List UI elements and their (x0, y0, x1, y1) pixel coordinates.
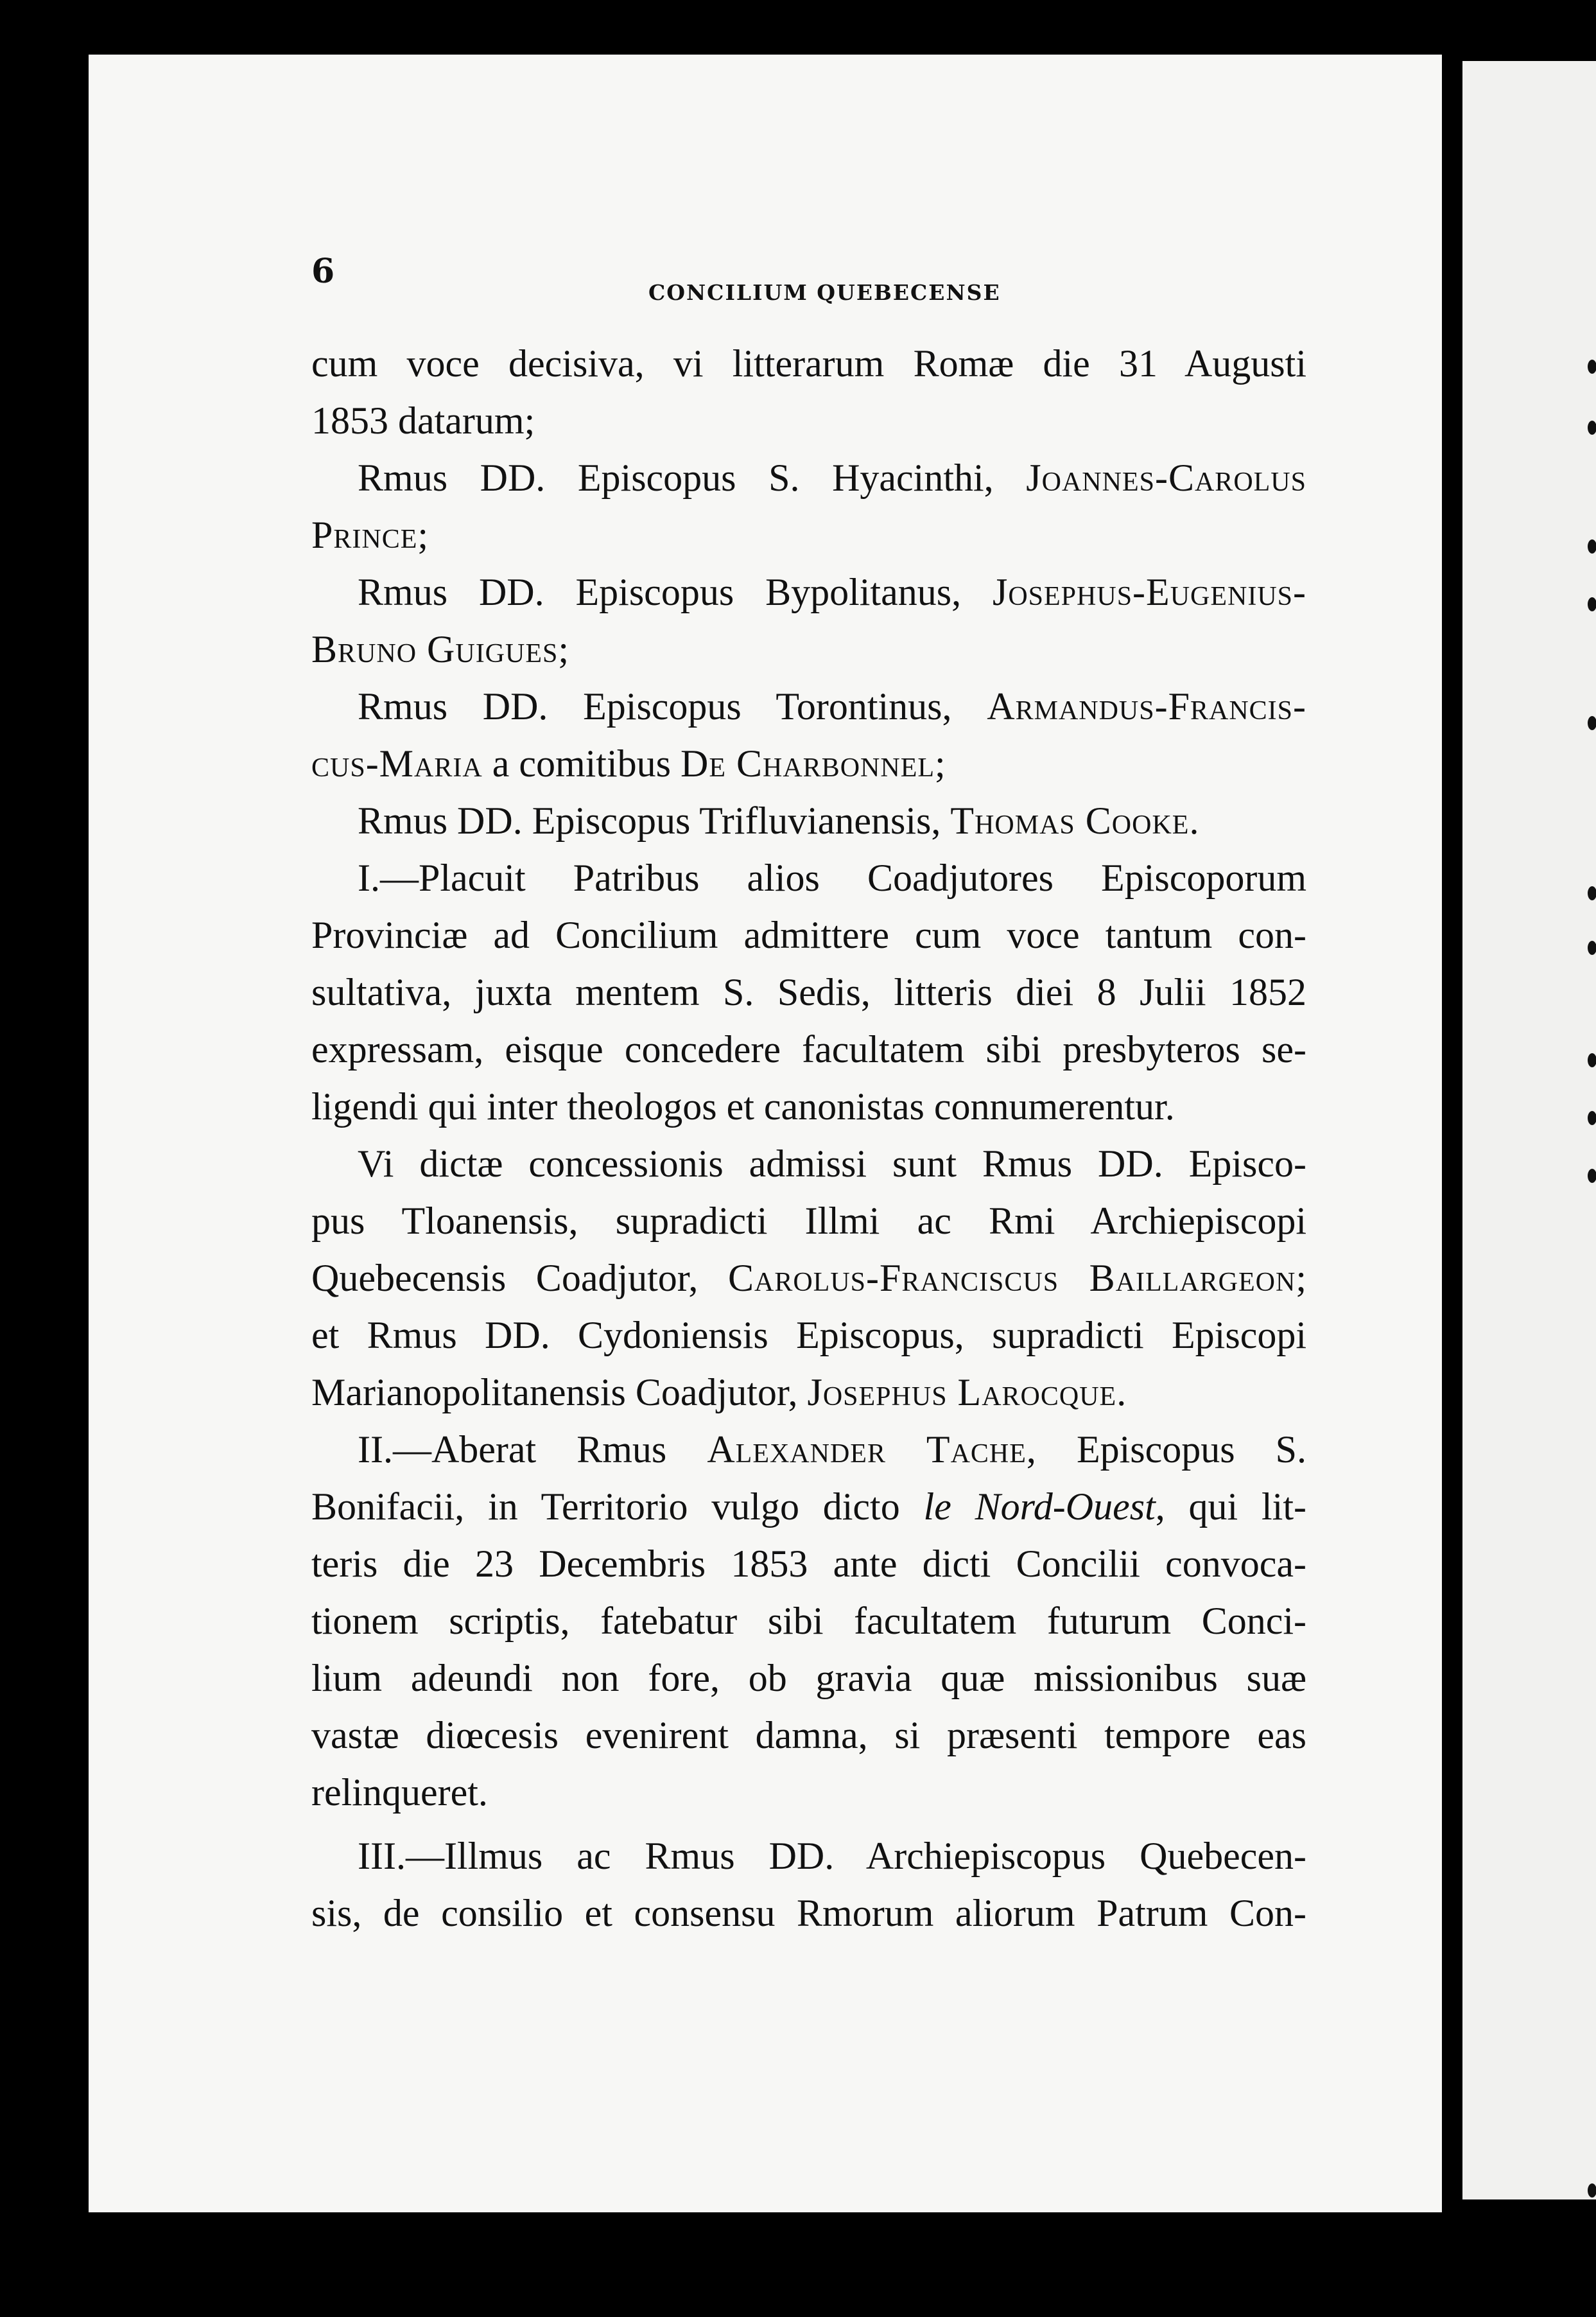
adjacent-page-edge (1462, 61, 1596, 2199)
text-line: cum voce decisiva, vi litterarum Romæ die 31 Augusti (311, 342, 1306, 385)
text-line: I.—Placuit Patribus alios Coadjutores Episcoporum (358, 857, 1306, 899)
proper-name: Josephus Larocque (807, 1371, 1117, 1413)
text-line: Marianopolitanensis Coadjutor, Josephus Larocque. (311, 1371, 1127, 1413)
proper-name: Joannes-Carolus (1026, 457, 1306, 499)
edge-mark (1588, 1111, 1596, 1125)
text-line: Rmus DD. Episcopus Trifluvianensis, Thomas Cooke. (358, 800, 1199, 842)
text-line: teris die 23 Decembris 1853 ante dicti Concilii convoca- (311, 1543, 1306, 1585)
text-line: Prince; (311, 514, 429, 556)
text-line: Bruno Guigues; (311, 628, 569, 670)
edge-mark (1588, 597, 1596, 611)
edge-mark (1588, 716, 1596, 730)
text-line: III.—Illmus ac Rmus DD. Archiepiscopus Quebecen- (358, 1835, 1306, 1877)
running-head: CONCILIUM QUEBECENSE (648, 280, 1001, 305)
text-line: Quebecensis Coadjutor, Carolus-Franciscus Baillargeon; (311, 1257, 1306, 1299)
proper-name: Bruno Guigues (311, 628, 559, 670)
proper-name: Josephus-Eugenius- (992, 571, 1306, 613)
text-line: Rmus DD. Episcopus S. Hyacinthi, Joannes-Carolus (358, 457, 1306, 499)
text-line: et Rmus DD. Cydoniensis Episcopus, supradicti Episcopi (311, 1314, 1306, 1356)
text-line: Rmus DD. Episcopus Bypolitanus, Josephus-Eugenius- (358, 571, 1306, 613)
edge-mark (1588, 360, 1596, 374)
edge-mark (1588, 421, 1596, 435)
proper-name: cus-Maria (311, 742, 483, 785)
text-line: 1853 datarum; (311, 399, 535, 442)
edge-mark (1588, 941, 1596, 955)
text-line: II.—Aberat Rmus Alexander Tache, Episcopus S. (358, 1428, 1307, 1471)
edge-mark (1588, 1053, 1596, 1067)
edge-mark (1588, 1169, 1596, 1183)
text-line: relinqueret. (311, 1771, 488, 1814)
text-line: lium adeundi non fore, ob gravia quæ missionibus suæ (311, 1657, 1306, 1699)
text-line: pus Tloanensis, supradicti Illmi ac Rmi Archiepiscopi (311, 1200, 1306, 1242)
text-line: Provinciæ ad Concilium admittere cum voce tantum con- (311, 914, 1306, 956)
page-number: 6 (311, 252, 335, 291)
text-line: ligendi qui inter theologos et canonistas connumerentur. (311, 1085, 1175, 1128)
text-line: Bonifacii, in Territorio vulgo dicto le Nord-Ouest, qui lit- (311, 1485, 1306, 1528)
proper-name: Armandus-Francis- (987, 685, 1306, 728)
text-line: sultativa, juxta mentem S. Sedis, litteris diei 8 Julii 1852 (311, 971, 1306, 1013)
text-line: sis, de consilio et consensu Rmorum aliorum Patrum Con- (311, 1892, 1306, 1934)
proper-name: De Charbonnel (681, 742, 935, 785)
proper-name: Carolus-Franciscus Baillargeon (727, 1257, 1296, 1299)
text-line: tionem scriptis, fatebatur sibi facultatem futurum Conci- (311, 1600, 1306, 1642)
edge-mark (1588, 539, 1596, 554)
proper-name: Thomas Cooke (950, 800, 1190, 842)
edge-mark (1588, 2183, 1596, 2198)
text-line: vastæ diœcesis evenirent damna, si præsenti tempore eas (311, 1714, 1306, 1756)
proper-name: Prince (311, 514, 418, 556)
edge-mark (1588, 886, 1596, 900)
italic-place-name: le Nord-Ouest (923, 1485, 1156, 1528)
text-line: Vi dictæ concessionis admissi sunt Rmus DD. Episco- (358, 1142, 1306, 1185)
text-line: Rmus DD. Episcopus Torontinus, Armandus-Francis- (358, 685, 1306, 728)
text-line: cus-Maria a comitibus De Charbonnel; (311, 742, 946, 785)
text-line: expressam, eisque concedere facultatem sibi presbyteros se- (311, 1028, 1306, 1071)
proper-name: Alexander Tache (707, 1428, 1027, 1471)
body-text (311, 335, 1306, 1942)
